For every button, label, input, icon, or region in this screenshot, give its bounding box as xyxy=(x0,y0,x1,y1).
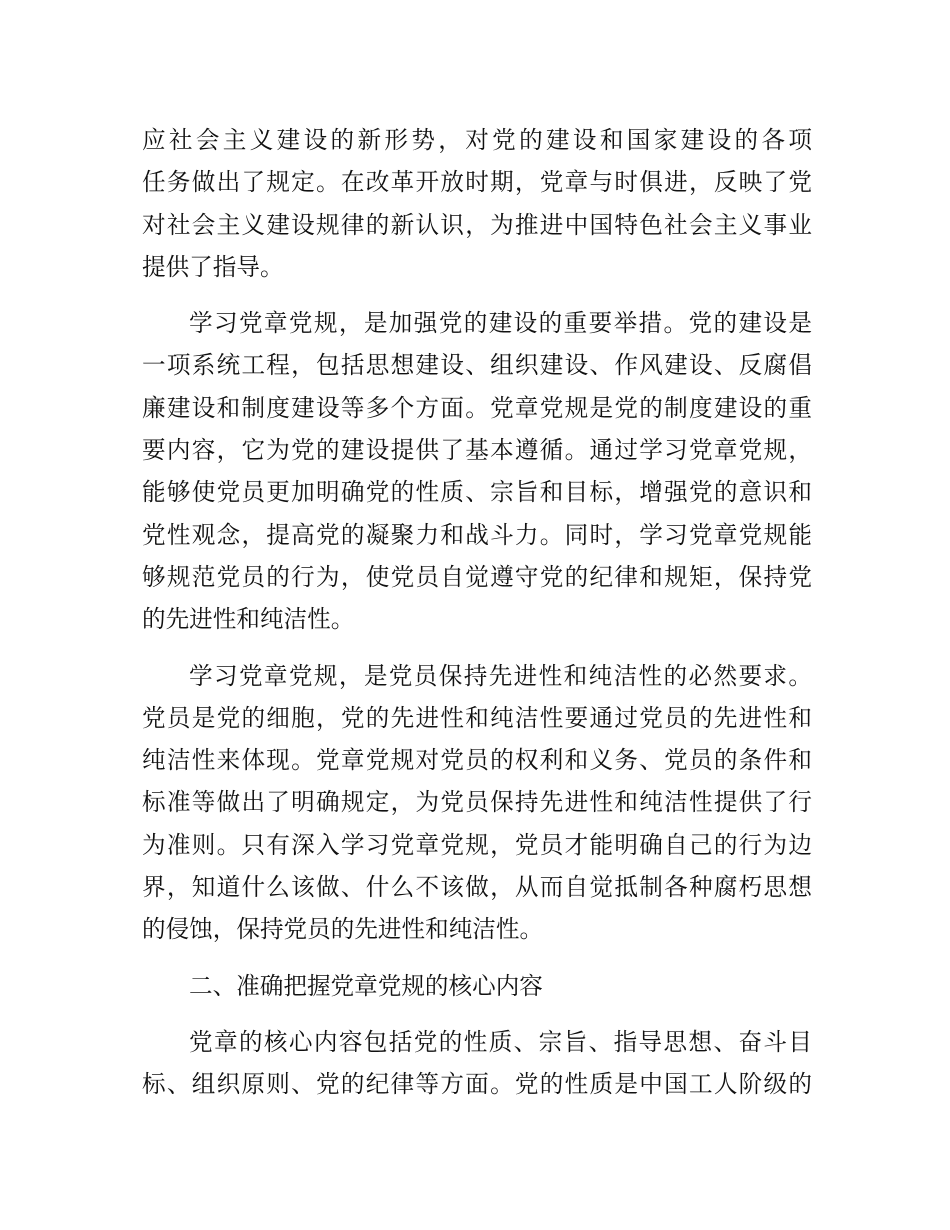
text-line: 要内容，它为党的建设提供了基本遵循。通过学习党章党规， xyxy=(142,436,812,465)
text-line: 能够使党员更加明确党的性质、宗旨和目标，增强党的意识和 xyxy=(142,478,812,507)
paragraph xyxy=(142,1021,812,1106)
text-line: 纯洁性来体现。党章党规对党员的权利和义务、党员的条件和 xyxy=(142,746,812,775)
text-line: 党性观念，提高党的凝聚力和战斗力。同时，学习党章党规能 xyxy=(142,520,812,549)
paragraph xyxy=(142,302,812,640)
paragraph xyxy=(142,119,812,288)
text-line: 够规范党员的行为，使党员自觉遵守党的纪律和规矩，保持党 xyxy=(142,562,812,591)
paragraph xyxy=(142,655,812,951)
text-line: 标准等做出了明确规定，为党员保持先进性和纯洁性提供了行 xyxy=(142,788,812,817)
text-line: 二、准确把握党章党规的核心内容 xyxy=(189,971,543,1000)
text-line: 党章的核心内容包括党的性质、宗旨、指导思想、奋斗目 xyxy=(189,1027,812,1056)
text-line: 的先进性和纯洁性。 xyxy=(142,605,355,634)
text-line: 廉建设和制度建设等多个方面。党章党规是党的制度建设的重 xyxy=(142,393,812,422)
text-line: 党员是党的细胞，党的先进性和纯洁性要通过党员的先进性和 xyxy=(142,703,812,732)
text-line: 的侵蚀，保持党员的先进性和纯洁性。 xyxy=(142,915,544,944)
text-line: 一项系统工程，包括思想建设、组织建设、作风建设、反腐倡 xyxy=(142,351,812,380)
text-line: 为准则。只有深入学习党章党规，党员才能明确自己的行为边 xyxy=(142,830,812,859)
text-line: 提供了指导。 xyxy=(142,252,284,281)
text-line: 学习党章党规，是党员保持先进性和纯洁性的必然要求。 xyxy=(189,661,812,690)
text-line: 界，知道什么该做、什么不该做，从而自觉抵制各种腐朽思想 xyxy=(142,873,812,902)
text-line: 应社会主义建设的新形势，对党的建设和国家建设的各项 xyxy=(142,126,812,154)
text-line: 对社会主义建设规律的新认识，为推进中国特色社会主义事业 xyxy=(142,210,812,239)
text-line: 学习党章党规，是加强党的建设的重要举措。党的建设是 xyxy=(189,309,812,338)
text-line: 标、组织原则、党的纪律等方面。党的性质是中国工人阶级的 xyxy=(142,1070,812,1099)
document-page xyxy=(142,119,812,1120)
text-line: 任务做出了规定。在改革开放时期，党章与时俱进，反映了党 xyxy=(142,168,812,197)
section-heading xyxy=(142,965,812,1007)
